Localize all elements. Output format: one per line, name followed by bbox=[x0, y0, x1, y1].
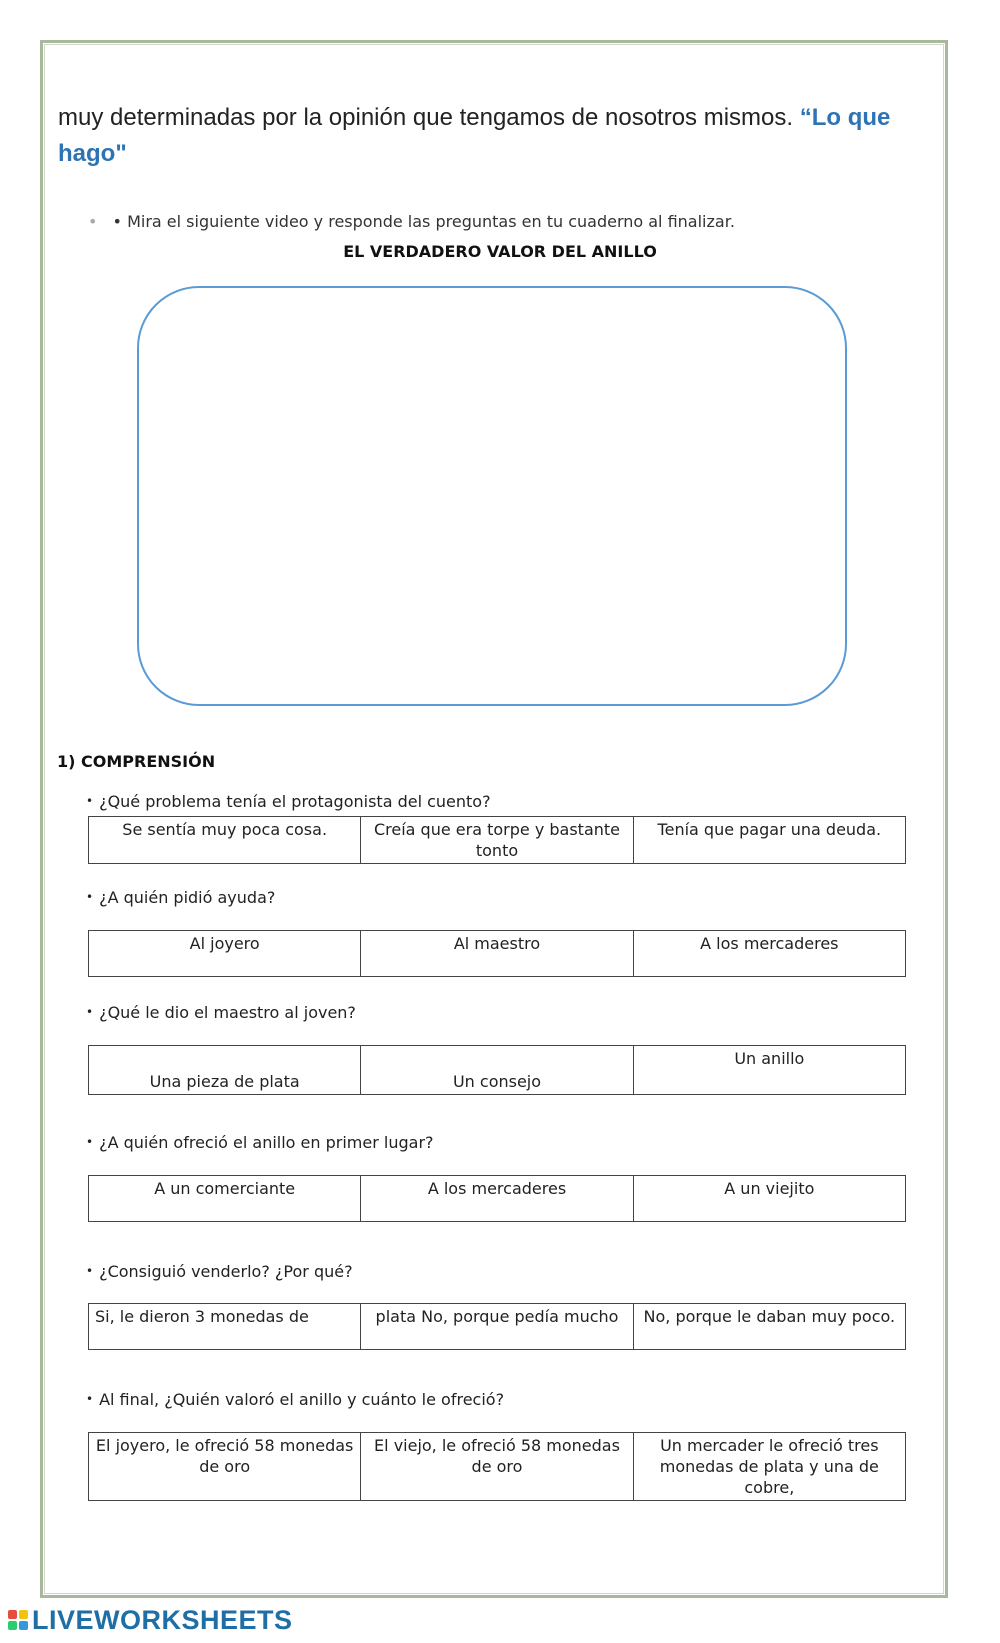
question-2-text: ¿A quién pidió ayuda? bbox=[99, 888, 276, 907]
logo-square bbox=[19, 1621, 28, 1630]
bullet-icon: • bbox=[86, 1135, 94, 1149]
question-1-text: ¿Qué problema tenía el protagonista del cuento? bbox=[99, 792, 491, 811]
answer-table-4 bbox=[88, 1175, 906, 1222]
logo-square bbox=[8, 1621, 17, 1630]
answer-option[interactable]: A un viejito bbox=[633, 1176, 905, 1222]
answer-option[interactable]: Tenía que pagar una deuda. bbox=[633, 817, 905, 864]
answer-option[interactable]: Un consejo bbox=[361, 1046, 633, 1095]
bullet-icon: • bbox=[86, 1392, 94, 1406]
logo-square bbox=[19, 1610, 28, 1619]
intro-text: muy determinadas por la opinión que tengamos de nosotros mismos. bbox=[58, 104, 794, 131]
answer-table-1 bbox=[88, 816, 906, 864]
answer-option[interactable]: Un anillo bbox=[633, 1046, 905, 1095]
bullet-icon: • bbox=[86, 794, 94, 808]
answer-option[interactable]: Si, le dieron 3 monedas de bbox=[89, 1304, 361, 1350]
question-3 bbox=[86, 1003, 356, 1022]
answer-option[interactable]: Una pieza de plata bbox=[89, 1046, 361, 1095]
question-4-text: ¿A quién ofreció el anillo en primer lugar? bbox=[99, 1133, 434, 1152]
bullet-icon: • bbox=[86, 1264, 94, 1278]
video-title: EL VERDADERO VALOR DEL ANILLO bbox=[343, 242, 657, 261]
answer-table-2 bbox=[88, 930, 906, 977]
answer-option[interactable]: No, porque le daban muy poco. bbox=[633, 1304, 905, 1350]
answer-option[interactable]: Se sentía muy poca cosa. bbox=[89, 817, 361, 864]
logo-square bbox=[8, 1610, 17, 1619]
logo-text: LIVEWORKSHEETS bbox=[32, 1604, 293, 1635]
instruction-line bbox=[88, 212, 735, 231]
answer-option[interactable]: Un mercader le ofreció tres monedas de plata y una de cobre, bbox=[633, 1433, 905, 1501]
question-2 bbox=[86, 888, 275, 907]
liveworksheets-logo bbox=[8, 1604, 293, 1636]
answer-option[interactable]: Al maestro bbox=[361, 931, 633, 977]
intro-paragraph bbox=[58, 100, 928, 172]
bullet-icon: • bbox=[88, 212, 98, 231]
video-player[interactable] bbox=[137, 286, 847, 706]
answer-table-6 bbox=[88, 1432, 906, 1501]
answer-option[interactable]: A los mercaderes bbox=[633, 931, 905, 977]
answer-option[interactable]: El viejo, le ofreció 58 monedas de oro bbox=[361, 1433, 633, 1501]
answer-option[interactable]: Al joyero bbox=[89, 931, 361, 977]
question-6 bbox=[86, 1390, 504, 1409]
question-6-text: Al final, ¿Quién valoró el anillo y cuánto le ofreció? bbox=[99, 1390, 505, 1409]
bullet-icon: • bbox=[112, 212, 128, 231]
answer-table-5 bbox=[88, 1303, 906, 1350]
answer-option[interactable]: A los mercaderes bbox=[361, 1176, 633, 1222]
instruction-text: Mira el siguiente video y responde las preguntas en tu cuaderno al finalizar. bbox=[127, 212, 735, 231]
bullet-icon: • bbox=[86, 1005, 94, 1019]
logo-icon bbox=[8, 1610, 28, 1630]
question-5-text: ¿Consiguió venderlo? ¿Por qué? bbox=[99, 1262, 353, 1281]
answer-option[interactable]: plata No, porque pedía mucho bbox=[361, 1304, 633, 1350]
question-5 bbox=[86, 1262, 353, 1281]
intro-accent: “Lo que hago" bbox=[58, 104, 891, 167]
answer-table-3 bbox=[88, 1045, 906, 1095]
question-1 bbox=[86, 792, 491, 811]
section-title: 1) COMPRENSIÓN bbox=[57, 752, 216, 771]
answer-option[interactable]: A un comerciante bbox=[89, 1176, 361, 1222]
answer-option[interactable]: Creía que era torpe y bastante tonto bbox=[361, 817, 633, 864]
bullet-icon: • bbox=[86, 890, 94, 904]
question-3-text: ¿Qué le dio el maestro al joven? bbox=[99, 1003, 356, 1022]
answer-option[interactable]: El joyero, le ofreció 58 monedas de oro bbox=[89, 1433, 361, 1501]
question-4 bbox=[86, 1133, 434, 1152]
